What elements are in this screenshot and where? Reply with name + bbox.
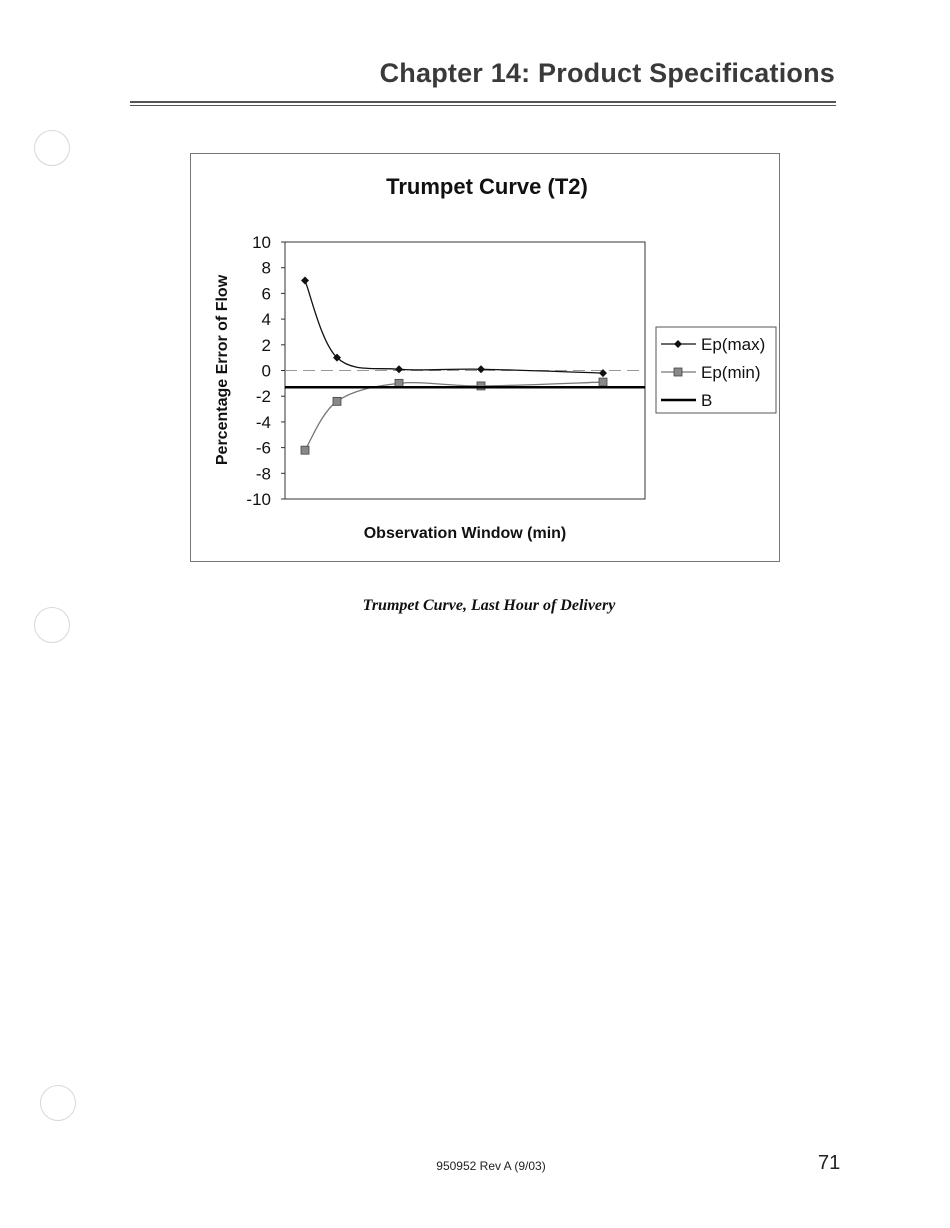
y-tick-label: 10 (252, 233, 271, 252)
data-point-ep-max (477, 365, 485, 373)
y-tick-label: -2 (255, 387, 271, 407)
data-point-ep-max (395, 365, 403, 373)
y-tick-label: -8 (255, 464, 271, 484)
punch-hole (34, 130, 70, 166)
y-tick-label: -6 (255, 438, 271, 458)
y-axis-ticks (246, 233, 285, 509)
header-rule (130, 105, 836, 106)
punch-hole (40, 1085, 76, 1121)
figure-caption: Trumpet Curve, Last Hour of Delivery (362, 597, 616, 614)
data-point-ep-min (301, 446, 309, 454)
y-tick-label: 0 (261, 361, 271, 381)
chart-title: Trumpet Curve (T2) (386, 174, 588, 199)
data-point-ep-min (477, 382, 485, 390)
header-rule (130, 101, 836, 103)
data-point-ep-max (301, 277, 309, 285)
series-layer (285, 277, 645, 455)
legend-label: Ep(max) (701, 335, 766, 354)
legend-marker-square (674, 368, 682, 376)
series-line-ep-max (305, 281, 603, 374)
y-tick-label: 6 (261, 284, 271, 304)
y-tick-label: -10 (246, 490, 271, 509)
y-tick-label: -4 (255, 412, 271, 432)
y-tick-label: 2 (261, 335, 271, 355)
series-line-ep-min (305, 382, 603, 450)
chapter-title: Chapter 14: Product Specifications (379, 58, 835, 88)
data-point-ep-min (333, 397, 341, 405)
y-tick-label: 4 (261, 310, 271, 330)
x-axis-label: Observation Window (min) (363, 525, 567, 542)
y-tick-label: 8 (261, 258, 271, 278)
y-axis-label: Percentage Error of Flow (214, 274, 231, 466)
page-number: 71 (818, 1152, 841, 1174)
legend-label: B (701, 391, 713, 410)
trumpet-chart (191, 154, 781, 563)
data-point-ep-min (599, 378, 607, 386)
legend-label: Ep(min) (701, 363, 761, 382)
chart-frame (190, 153, 780, 562)
document-id: 950952 Rev A (9/03) (436, 1159, 546, 1173)
